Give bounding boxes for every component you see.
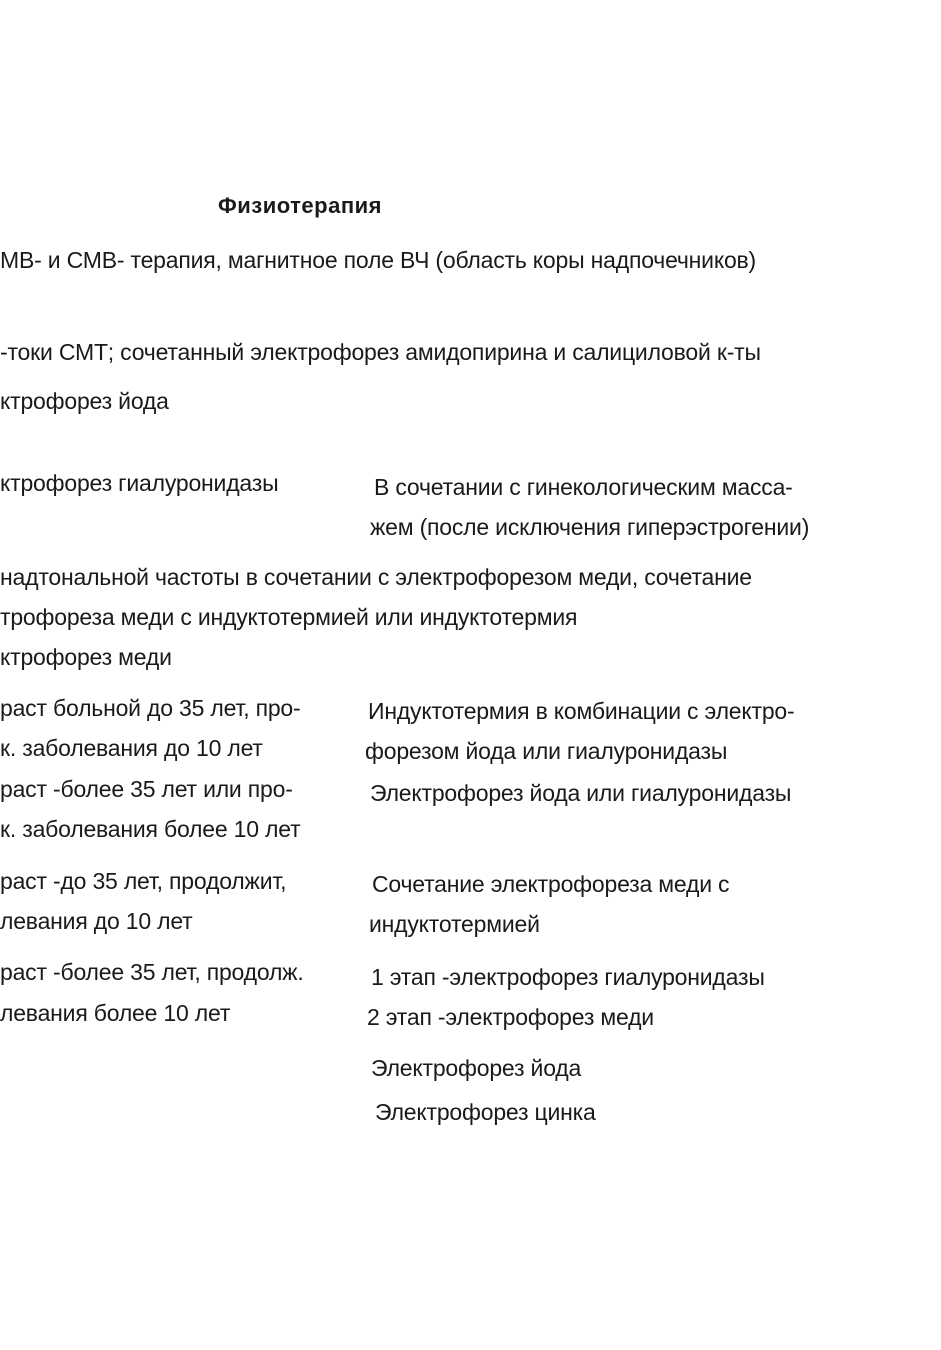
text-line: ктрофорез йода xyxy=(0,388,169,414)
text-line: -токи СМТ; сочетанный электрофорез амидопирина и салициловой к-ты xyxy=(0,339,761,365)
text-line: Электрофорез цинка xyxy=(375,1099,596,1125)
text-line: Индуктотермия в комбинации с электро- xyxy=(368,698,795,724)
text-line: В сочетании с гинекологическим масса- xyxy=(374,474,793,500)
text-line: 1 этап -электрофорез гиалуронидазы xyxy=(371,964,765,990)
text-line: 2 этап -электрофорез меди xyxy=(367,1004,654,1030)
text-line: раст больной до 35 лет, про- xyxy=(0,695,301,721)
text-line: МВ- и СМВ- терапия, магнитное поле ВЧ (область коры надпочечников) xyxy=(0,247,757,273)
text-line: индуктотермией xyxy=(369,911,540,937)
text-line: жем (после исключения гиперэстрогении) xyxy=(370,514,810,540)
text-line: Электрофорез йода или гиалуронидазы xyxy=(370,780,792,806)
text-line: ктрофорез гиалуронидазы xyxy=(0,470,279,496)
text-line: к. заболевания до 10 лет xyxy=(0,735,263,761)
text-line: к. заболевания более 10 лет xyxy=(0,816,301,842)
text-line: ктрофорез меди xyxy=(0,644,172,670)
text-line: форезом йода или гиалуронидазы xyxy=(365,738,728,764)
text-line: левания более 10 лет xyxy=(0,1000,231,1026)
text-line: левания до 10 лет xyxy=(0,908,193,934)
text-line: надтональной частоты в сочетании с электрофорезом меди, сочетание xyxy=(0,564,752,590)
text-line: Электрофорез йода xyxy=(371,1055,582,1081)
text-line: раст -более 35 лет или про- xyxy=(0,776,293,802)
text-line: раст -до 35 лет, продолжит, xyxy=(0,868,287,894)
text-line: трофореза меди с индуктотермией или индуктотермия xyxy=(0,604,578,630)
page-title: Физиотерапия xyxy=(218,193,382,218)
text-line: Сочетание электрофореза меди с xyxy=(372,871,730,897)
text-line: раст -более 35 лет, продолж. xyxy=(0,959,304,985)
